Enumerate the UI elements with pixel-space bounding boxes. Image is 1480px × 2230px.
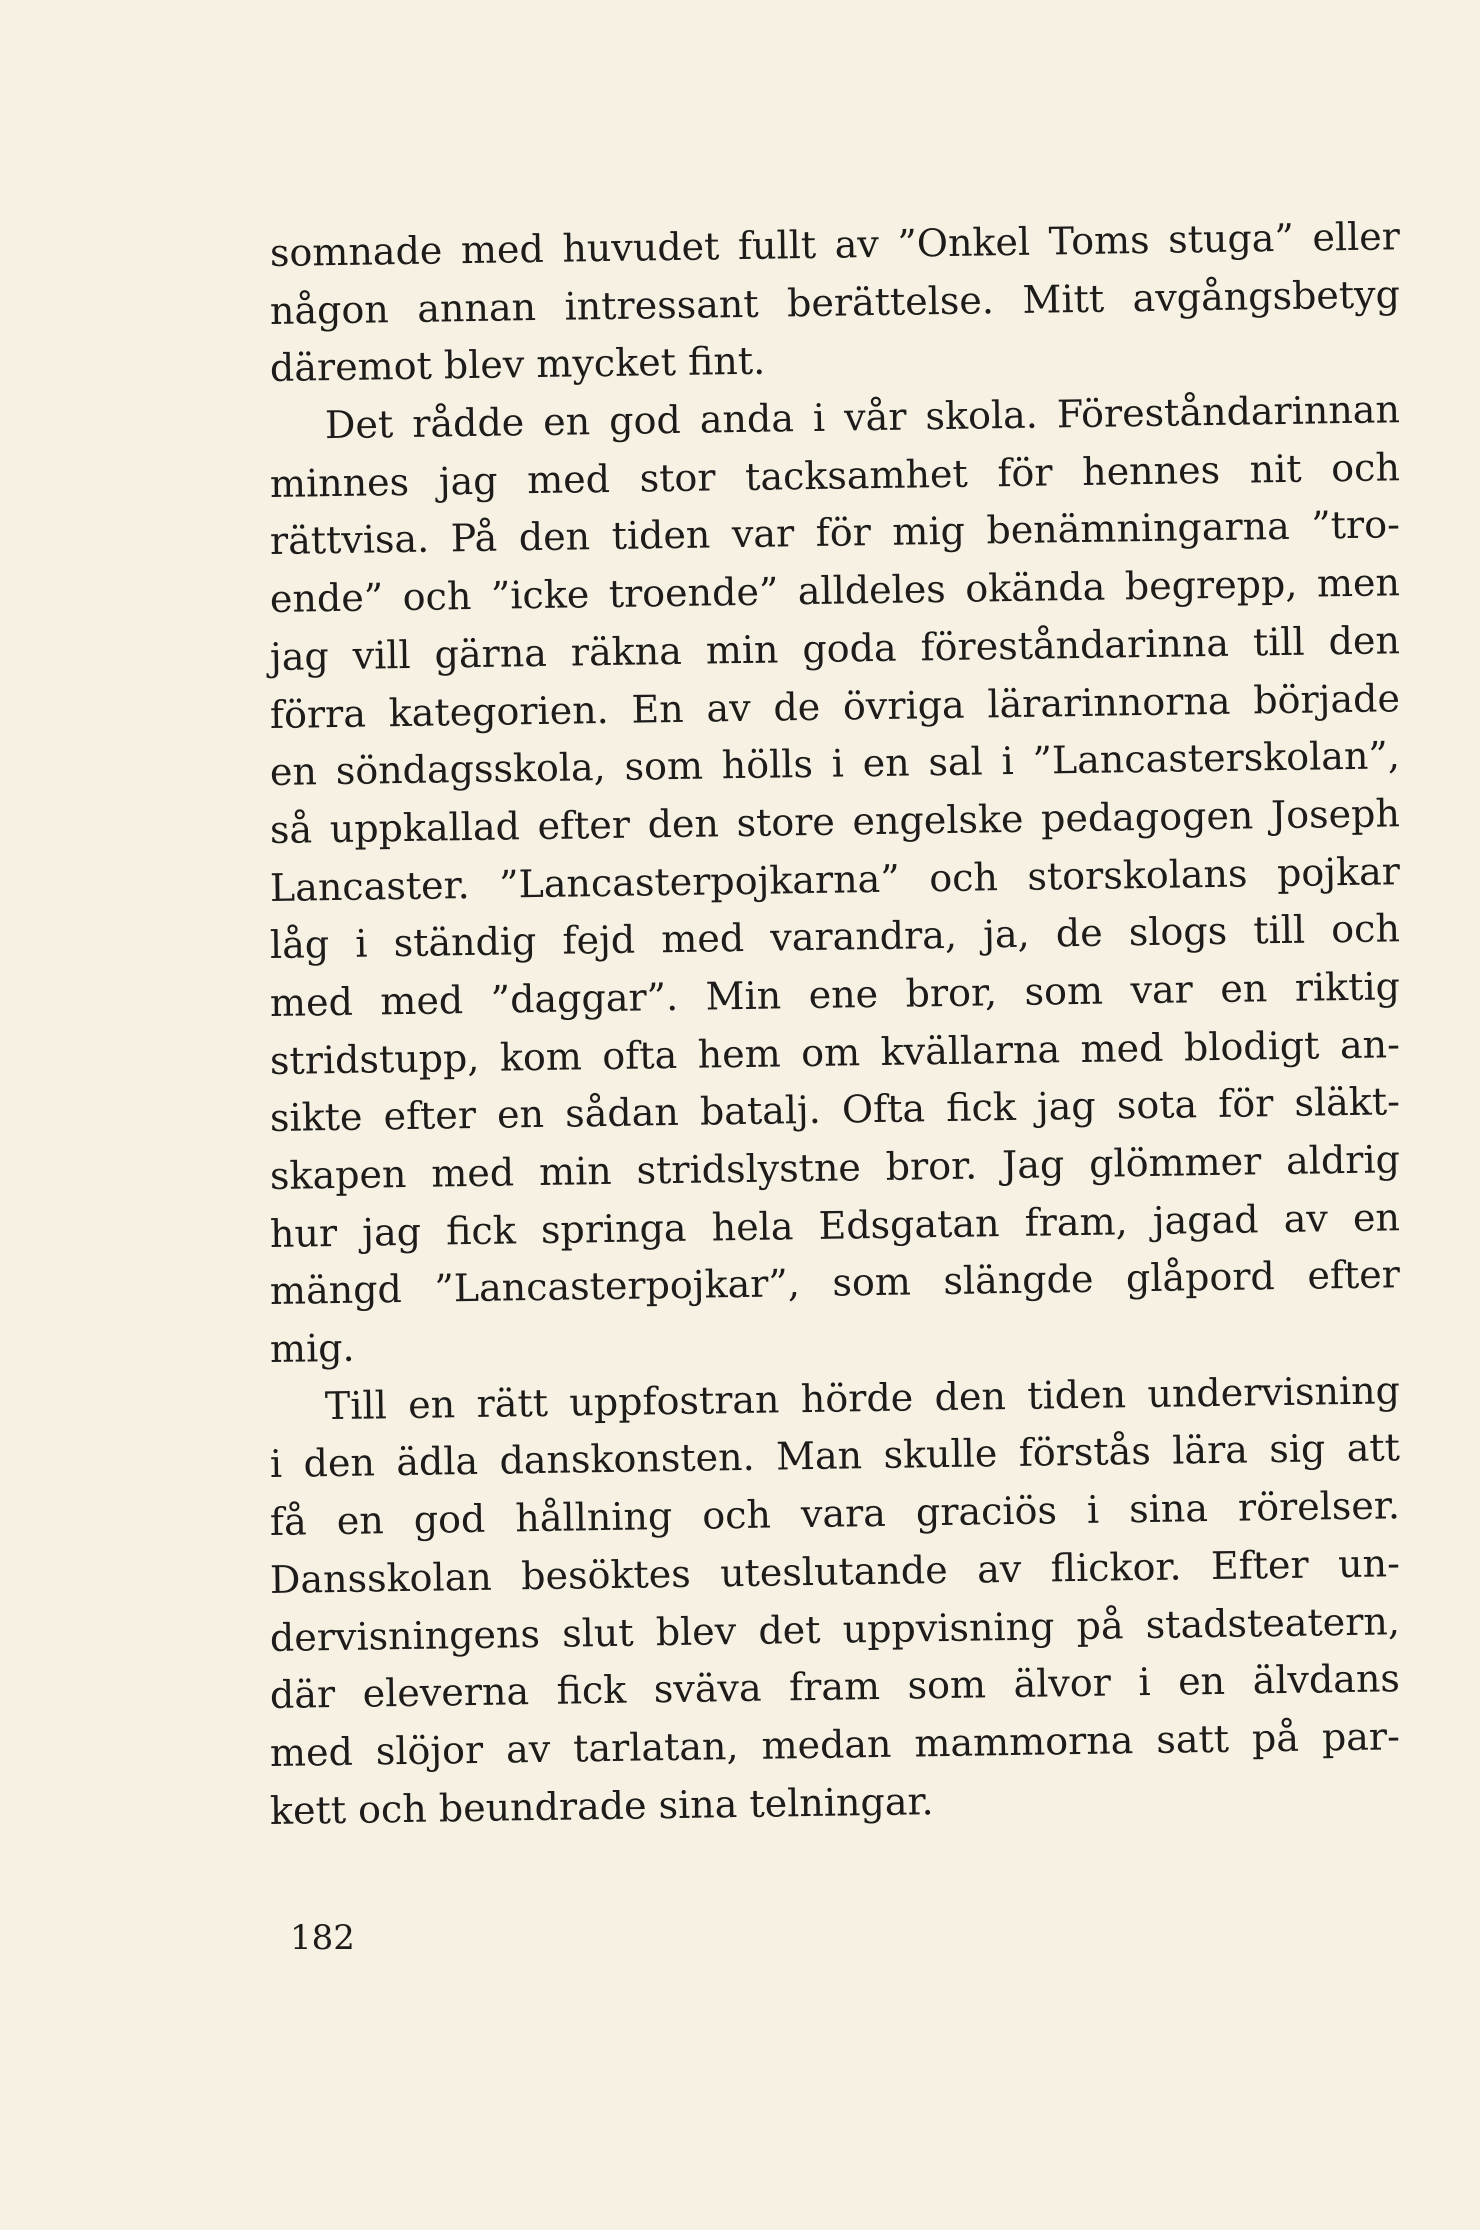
- text-line: kett och beundrade sina telningar.: [269, 1778, 934, 1833]
- text-line: sikte efter en sådan batalj. Ofta fick jag sota för släkt-: [269, 1079, 1401, 1141]
- text-line: minnes jag med stor tacksamhet för hennes nit och: [269, 444, 1401, 506]
- text-line: rättvisa. På den tiden var för mig benämningarna ”tro-: [269, 502, 1401, 564]
- text-line: jag vill gärna räkna min goda föreståndarinna till den: [269, 618, 1401, 679]
- text-line: stridstupp, kom ofta hem om kvällarna med blodigt an-: [269, 1021, 1401, 1083]
- text-line: så uppkallad efter den store engelske pedagogen Joseph: [269, 791, 1401, 852]
- text-line: dervisningens slut blev det uppvisning på stadsteatern,: [269, 1598, 1401, 1660]
- text-line: mig.: [269, 1325, 355, 1372]
- text-line: en söndagsskola, som hölls i en sal i ”Lancasterskolan”,: [269, 733, 1401, 795]
- text-line: Dansskolan besöktes uteslutande av flickor. Efter un-: [269, 1541, 1401, 1602]
- text-line: förra kategorien. En av de övriga lärarinnorna började: [269, 675, 1401, 737]
- text-line: ende” och ”icke troende” alldeles okända begrepp, men: [269, 560, 1401, 622]
- text-line: mängd ”Lancasterpojkar”, som slängde glåpord efter: [269, 1252, 1401, 1314]
- page-number: 182: [290, 1918, 355, 1958]
- text-line: med slöjor av tarlatan, medan mammorna satt på par-: [269, 1714, 1401, 1775]
- text-line: låg i ständig fejd med varandra, ja, de slogs till och: [269, 906, 1401, 968]
- text-line: hur jag fick springa hela Edsgatan fram, jagad av en: [269, 1194, 1401, 1256]
- text-line: Till en rätt uppfostran hörde den tiden undervisning: [324, 1367, 1401, 1428]
- body-text: [269, 214, 1401, 1840]
- text-line: få en god hållning och vara graciös i sina rörelser.: [269, 1483, 1401, 1545]
- text-line: Det rådde en god anda i vår skola. Föreståndarinnan: [324, 387, 1401, 448]
- text-line: skapen med min stridslystne bror. Jag glömmer aldrig: [269, 1137, 1401, 1198]
- text-line: Lancaster. ”Lancasterpojkarna” och storskolans pojkar: [269, 848, 1401, 910]
- text-line: där eleverna fick sväva fram som älvor i en älvdans: [269, 1656, 1401, 1718]
- text-line: i den ädla danskonsten. Man skulle förstås lära sig att: [269, 1425, 1401, 1487]
- text-line: med med ”daggar”. Min ene bror, som var en riktig: [269, 964, 1401, 1025]
- text-line: däremot blev mycket fint.: [269, 339, 766, 391]
- text-line: någon annan intressant berättelse. Mitt avgångsbetyg: [269, 271, 1401, 333]
- text-line: somnade med huvudet fullt av ”Onkel Toms stuga” eller: [269, 214, 1401, 275]
